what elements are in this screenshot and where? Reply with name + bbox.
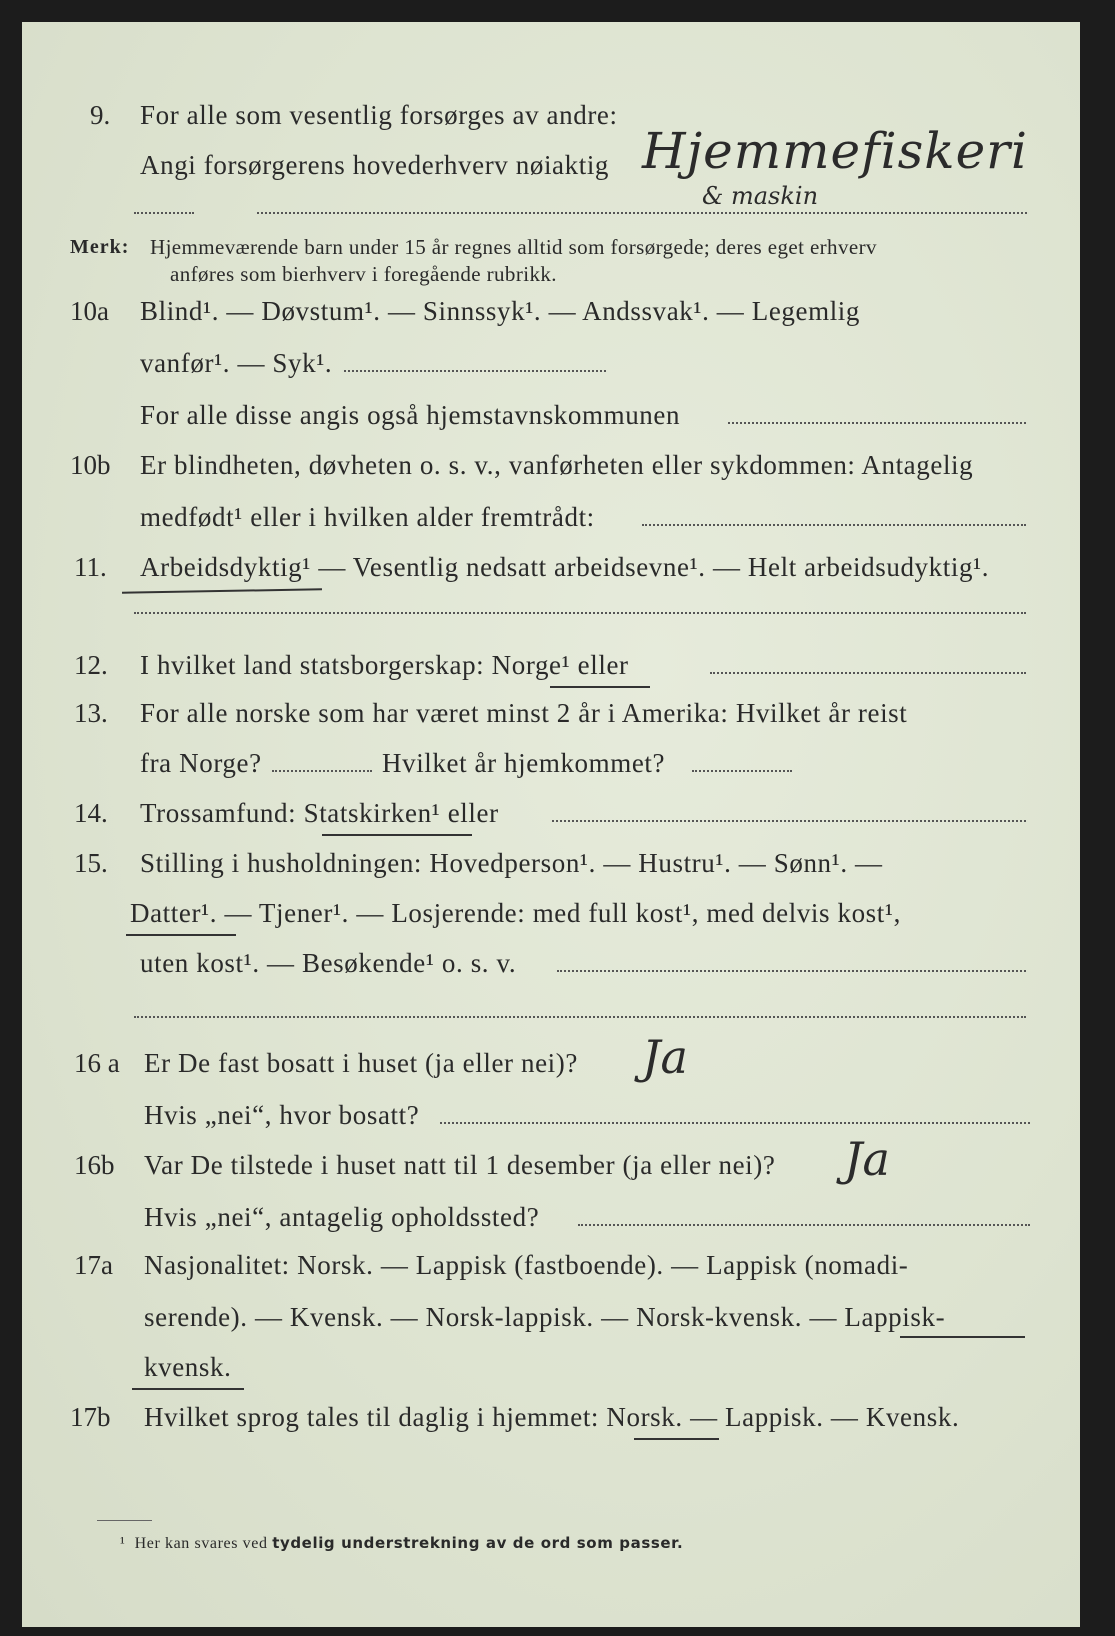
item-13-line-2: fra Norge? — [140, 748, 262, 778]
census-form-page — [22, 22, 1080, 1627]
item-16b-line-1: Var De tilstede i huset natt til 1 desember (ja eller nei)? — [144, 1150, 776, 1180]
item-10a-line-2: vanfør¹. — Syk¹. — [140, 348, 333, 378]
item-number-16a: 16 a — [74, 1048, 120, 1078]
handwritten-answer-9: Hjemmefiskeri — [642, 122, 1029, 180]
item-number-16b: 16b — [74, 1150, 115, 1180]
item-10b-line-1: Er blindheten, døvheten o. s. v., vanførheten eller sykdommen: Antagelig — [140, 450, 974, 480]
item-17a-line-1: Nasjonalitet: Norsk. — Lappisk (fastboende). — Lappisk (nomadi- — [144, 1250, 909, 1280]
item-13-line-3: Hvilket år hjemkommet? — [382, 748, 666, 778]
item-10a-line-3: For alle disse angis også hjemstavnskommunen — [140, 400, 681, 430]
item-number-14: 14. — [74, 798, 108, 828]
handwritten-answer-16a: Ja — [642, 1030, 688, 1084]
answer-line — [134, 1016, 1026, 1018]
item-15-line-2: Datter¹. — Tjener¹. — Losjerende: med full kost¹, med delvis kost¹, — [130, 898, 901, 928]
handwritten-underline — [634, 1438, 719, 1440]
answer-line — [134, 212, 194, 214]
item-12-line-1: I hvilket land statsborgerskap: Norge¹ eller — [140, 650, 629, 680]
answer-line — [642, 524, 1026, 526]
item-13-line-1: For alle norske som har været minst 2 år i Amerika: Hvilket år reist — [140, 698, 908, 728]
footnote-separator — [97, 1520, 152, 1521]
item-number-17a: 17a — [74, 1250, 113, 1280]
handwritten-underline — [122, 588, 322, 593]
answer-line — [552, 820, 1026, 822]
answer-line — [440, 1122, 1030, 1124]
answer-line — [344, 370, 606, 372]
item-10a-line-1: Blind¹. — Døvstum¹. — Sinnssyk¹. — Andssvak¹. — Legemlig — [140, 296, 861, 326]
item-14-line-1: Trossamfund: Statskirken¹ eller — [140, 798, 499, 828]
answer-line — [692, 770, 792, 772]
item-10b-line-2: medfødt¹ eller i hvilken alder fremtrådt: — [140, 502, 595, 532]
item-number-13: 13. — [74, 698, 108, 728]
item-number-11: 11. — [74, 552, 107, 582]
merk-line-1: Hjemmeværende barn under 15 år regnes alltid som forsørgede; deres eget erhverv — [150, 235, 877, 259]
merk-label: Merk: — [70, 236, 130, 258]
handwritten-answer-16b: Ja — [844, 1132, 890, 1186]
item-number-9: 9. — [90, 100, 111, 130]
item-number-15: 15. — [74, 848, 108, 878]
answer-line — [710, 672, 1026, 674]
footnote-text-a: Her kan svares ved — [134, 1535, 273, 1552]
footnote-text-b: tydelig understrekning av de ord som passer. — [272, 1534, 684, 1552]
footnote — [120, 1534, 683, 1553]
handwritten-underline — [900, 1336, 1025, 1338]
item-number-10b: 10b — [70, 450, 111, 480]
item-16a-line-1: Er De fast bosatt i huset (ja eller nei)? — [144, 1048, 578, 1078]
item-11-line-1: Arbeidsdyktig¹ — Vesentlig nedsatt arbeidsevne¹. — Helt arbeidsudyktig¹. — [140, 552, 990, 582]
item-9-line-2: Angi forsørgerens hovederhverv nøiaktig — [140, 150, 610, 180]
footnote-mark: ¹ — [120, 1535, 126, 1552]
item-15-line-3: uten kost¹. — Besøkende¹ o. s. v. — [140, 948, 517, 978]
item-16a-line-2: Hvis „nei“, hvor bosatt? — [144, 1100, 420, 1130]
item-16b-line-2: Hvis „nei“, antagelig opholdssted? — [144, 1202, 540, 1232]
item-17a-line-2: serende). — Kvensk. — Norsk-lappisk. — Norsk-kvensk. — Lappisk- — [144, 1302, 946, 1332]
answer-line — [134, 612, 1026, 614]
item-17a-line-3: kvensk. — [144, 1352, 232, 1382]
item-number-10a: 10a — [70, 296, 109, 326]
handwritten-answer-9b: & maskin — [702, 182, 819, 210]
handwritten-underline — [322, 834, 472, 836]
item-15-line-1: Stilling i husholdningen: Hovedperson¹. — Hustru¹. — Sønn¹. — — [140, 848, 883, 878]
answer-line — [557, 970, 1026, 972]
answer-line — [578, 1224, 1030, 1226]
merk-line-2: anføres som bierhverv i foregående rubrikk. — [170, 262, 557, 286]
item-9-line-1: For alle som vesentlig forsørges av andre: — [140, 100, 618, 130]
answer-line — [272, 770, 372, 772]
answer-line — [257, 212, 1027, 214]
handwritten-underline — [132, 1388, 244, 1390]
answer-line — [728, 422, 1026, 424]
handwritten-underline — [550, 686, 650, 688]
handwritten-underline — [126, 934, 236, 936]
item-number-17b: 17b — [70, 1402, 111, 1432]
item-17b-line-1: Hvilket sprog tales til daglig i hjemmet: Norsk. — Lappisk. — Kvensk. — [144, 1402, 960, 1432]
item-number-12: 12. — [74, 650, 108, 680]
